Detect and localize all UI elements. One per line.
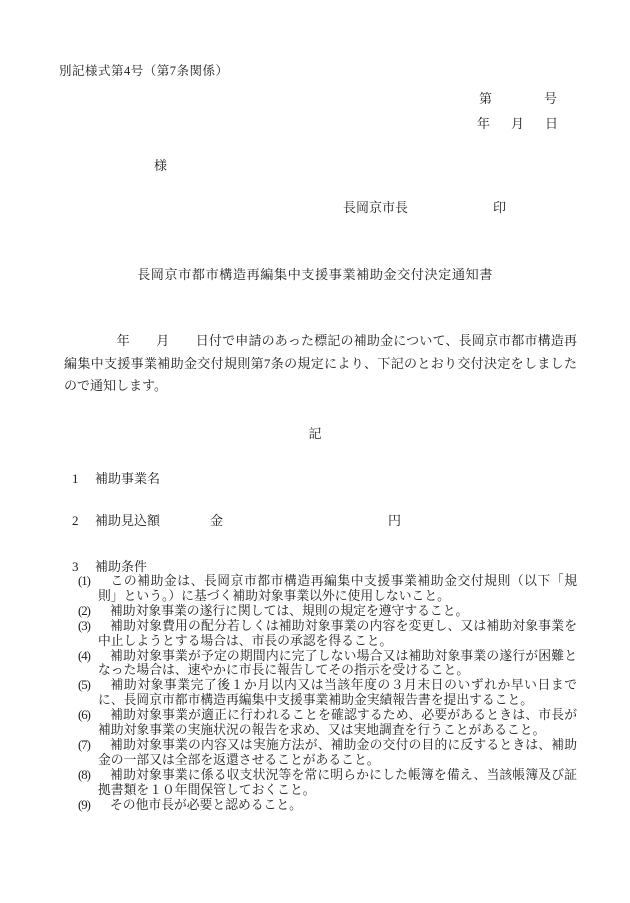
condition-text: この補助金は、長岡京市都市構造再編集中支援事業補助金交付規則（以下「規則」という。）に基づく補助対象事業以外に使用しないこと。 — [98, 574, 577, 603]
condition-number: (7) — [78, 737, 90, 752]
condition-item-3 — [78, 619, 577, 649]
condition-item-8 — [78, 768, 577, 798]
document-number-suffix: 号 — [543, 91, 557, 106]
condition-number: (2) — [78, 603, 90, 618]
condition-text: その他市長が必要と認めること。 — [110, 797, 302, 812]
form-reference: 別記様式第4号（第7条関係） — [59, 64, 229, 78]
condition-item-2 — [78, 604, 577, 619]
condition-number: (8) — [78, 767, 90, 782]
condition-text: 補助対象費用の配分若しくは補助対象事業の内容を変更し、又は補助対象事業を中止しようとする場合は、市長の承認を得ること。 — [98, 618, 578, 648]
date-day-label: 日 — [544, 116, 558, 131]
condition-item-1 — [78, 574, 577, 604]
document-title: 長岡京市都市構造再編集中支援事業補助金交付決定通知書 — [137, 267, 493, 282]
condition-number: (1) — [78, 574, 90, 588]
condition-number: (9) — [78, 797, 90, 812]
condition-item-7 — [78, 738, 577, 768]
condition-text: 補助対象事業に係る収支状況等を常に明らかにした帳簿を備え、当該帳簿及び証拠書類を１０年間保管しておくこと。 — [98, 767, 577, 797]
condition-number: (3) — [78, 618, 90, 633]
amount-suffix-label: 円 — [388, 513, 402, 528]
date-year-label: 年 — [477, 116, 491, 131]
conditions-list — [78, 574, 577, 813]
condition-text: 補助対象事業が予定の期間内に完了しない場合又は補助対象事業の遂行が困難となった場合は、速やかに市長に報告してその指示を受けること。 — [98, 648, 577, 678]
section-number: 2 — [72, 513, 79, 528]
condition-item-5 — [78, 678, 577, 708]
condition-item-9 — [78, 798, 577, 813]
condition-item-4 — [78, 649, 577, 679]
addressee-honorific: 様 — [154, 158, 168, 173]
section-conditions — [72, 556, 577, 575]
document-number-line — [479, 88, 557, 107]
sender-line — [343, 197, 506, 216]
record-heading: 記 — [308, 426, 322, 441]
sender-seal-mark: 印 — [492, 200, 506, 215]
section-number: 1 — [72, 471, 79, 486]
section-number: 3 — [72, 559, 79, 574]
document-number-prefix: 第 — [479, 91, 493, 106]
condition-text: 補助対象事業の内容又は実施方法が、補助金の交付の目的に反するときは、補助金の一部又は全部を返還させることがあること。 — [98, 737, 577, 767]
condition-text: 補助対象事業が適正に行われることを確認するため、必要があるときは、市長が補助対象事業の実施状況の報告を求め、又は実地調査を行うことがあること。 — [98, 708, 577, 738]
section-project-name — [72, 468, 577, 487]
condition-number: (5) — [78, 678, 90, 693]
body-paragraph: 年 月 日付で申請のあった標記の補助金について、長岡京市都市構造再編集中支援事業補助金交付規則第7条の規定により、下記のとおり交付決定をしましたので通知します。 — [64, 333, 577, 393]
section-label: 補助事業名 — [95, 471, 161, 486]
date-month-label: 月 — [510, 116, 524, 131]
condition-number: (6) — [78, 708, 90, 723]
section-label: 補助見込額 — [95, 513, 161, 528]
condition-number: (4) — [78, 648, 90, 663]
section-estimated-amount — [72, 510, 577, 529]
amount-prefix-label: 金 — [210, 513, 224, 528]
condition-text: 補助対象事業完了後１か月以内又は当該年度の３月末日のいずれか早い日までに、長岡京市都市構造再編集中支援事業補助金実績報告書を提出すること。 — [98, 678, 577, 708]
date-line — [477, 113, 558, 132]
condition-text: 補助対象事業の遂行に関しては、規則の規定を遵守すること。 — [110, 603, 469, 618]
sender-title: 長岡京市長 — [343, 200, 409, 215]
condition-item-6 — [78, 708, 577, 738]
section-label: 補助条件 — [95, 559, 148, 574]
